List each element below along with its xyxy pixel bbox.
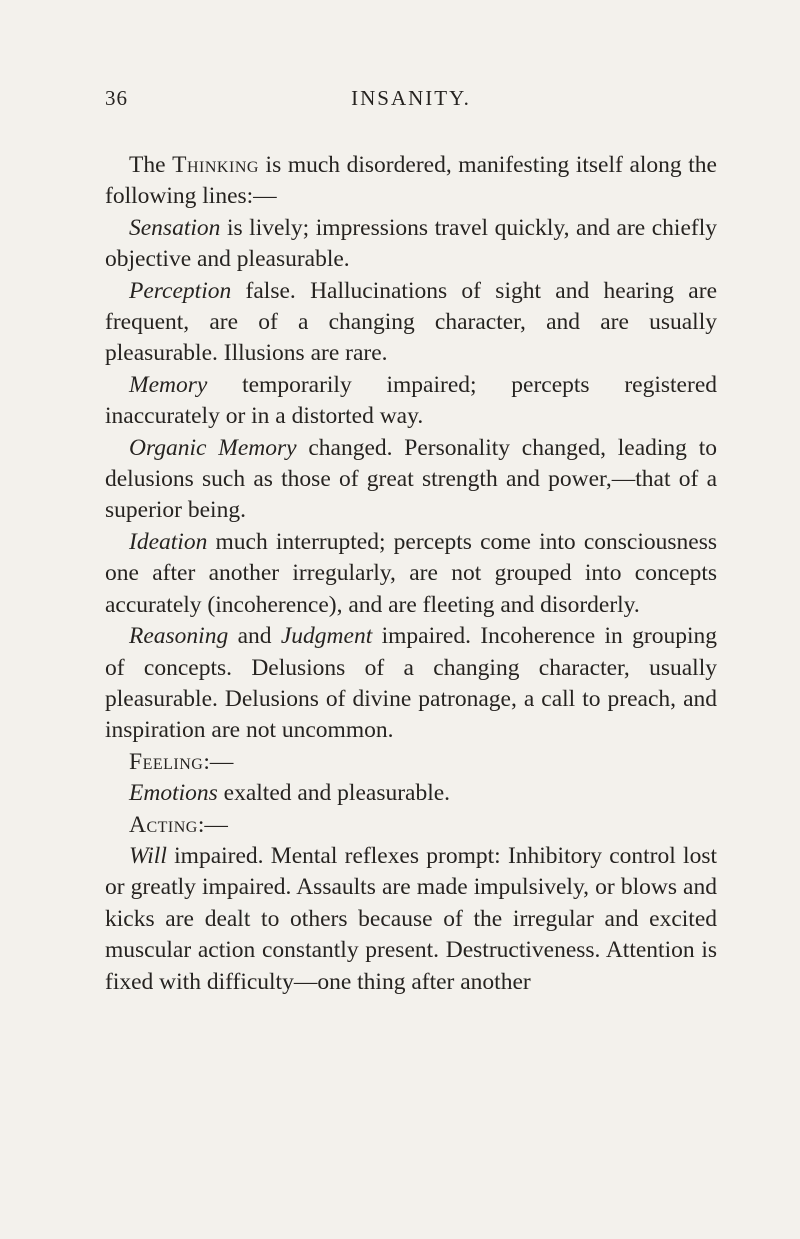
text-run: changed. Personality changed, leading to delusions such as those of great strength and power,—that of a superior being.	[105, 434, 717, 524]
term-sensation: Sensation	[129, 214, 221, 241]
paragraph-thinking	[105, 150, 717, 213]
running-title: INSANITY.	[351, 86, 471, 110]
section-term-feeling: Feeling	[129, 748, 204, 775]
text-run: impaired. Incoherence in grouping of concepts. Delusions of a changing character, usually pleasurable. Delusions of divine patronage, a call to preach, and inspiration are not uncommon.	[105, 623, 717, 744]
paragraph-organic-memory	[105, 433, 717, 527]
text-run: is much disordered, manifesting itself along the following lines:—	[105, 152, 717, 210]
paragraph-memory	[105, 370, 717, 433]
term-reasoning: Reasoning	[129, 623, 229, 650]
text-run: much interrupted; percepts come into consciousness one after another irregularly, are not grouped into concepts accurately (incoherence), and are fleeting and disorderly.	[105, 528, 717, 618]
paragraph-sensation	[105, 213, 717, 276]
term-emotions: Emotions	[129, 780, 218, 807]
text-run: :—	[197, 811, 228, 838]
text-run: temporarily impaired; percepts registered inaccurately or in a distorted way.	[105, 371, 717, 430]
term-judgment: Judgment	[280, 623, 373, 650]
paragraph-perception	[105, 276, 717, 370]
body-text	[105, 150, 717, 998]
paragraph-acting	[105, 810, 717, 841]
term-perception: Perception	[129, 277, 232, 304]
paragraph-ideation	[105, 527, 717, 621]
term-organic-memory: Organic Memory	[129, 434, 297, 461]
text-run: is lively; impressions travel quickly, and are chiefly objective and pleasurable.	[105, 214, 717, 273]
text-run: :—	[203, 748, 234, 775]
paragraph-reasoning	[105, 621, 717, 747]
text-run: The	[129, 152, 173, 178]
text-run: false. Hallucinations of sight and hearing are frequent, are of a changing character, and are usually pleasurable. Illusions are rare.	[105, 277, 717, 367]
page-number: 36	[105, 86, 128, 110]
text-run: and	[228, 623, 281, 650]
paragraph-will	[105, 841, 717, 998]
text-run: exalted and pleasurable.	[217, 780, 451, 807]
term-will: Will	[129, 842, 167, 869]
paragraph-feeling	[105, 747, 717, 778]
section-term-thinking: Thinking	[172, 152, 259, 178]
running-head	[105, 86, 717, 110]
term-memory: Memory	[129, 371, 208, 398]
paragraph-emotions	[105, 778, 717, 809]
text-run: impaired. Mental reflexes prompt: Inhibitory control lost or greatly impaired. Assaults are made impulsively, or blows and kicks are dealt to others because of the irregular and excited muscular action constantly present. Destructiveness. Attention is fixed with difficulty—one thing after another	[105, 842, 717, 995]
term-ideation: Ideation	[129, 528, 208, 555]
section-term-acting: Acting	[129, 811, 198, 838]
